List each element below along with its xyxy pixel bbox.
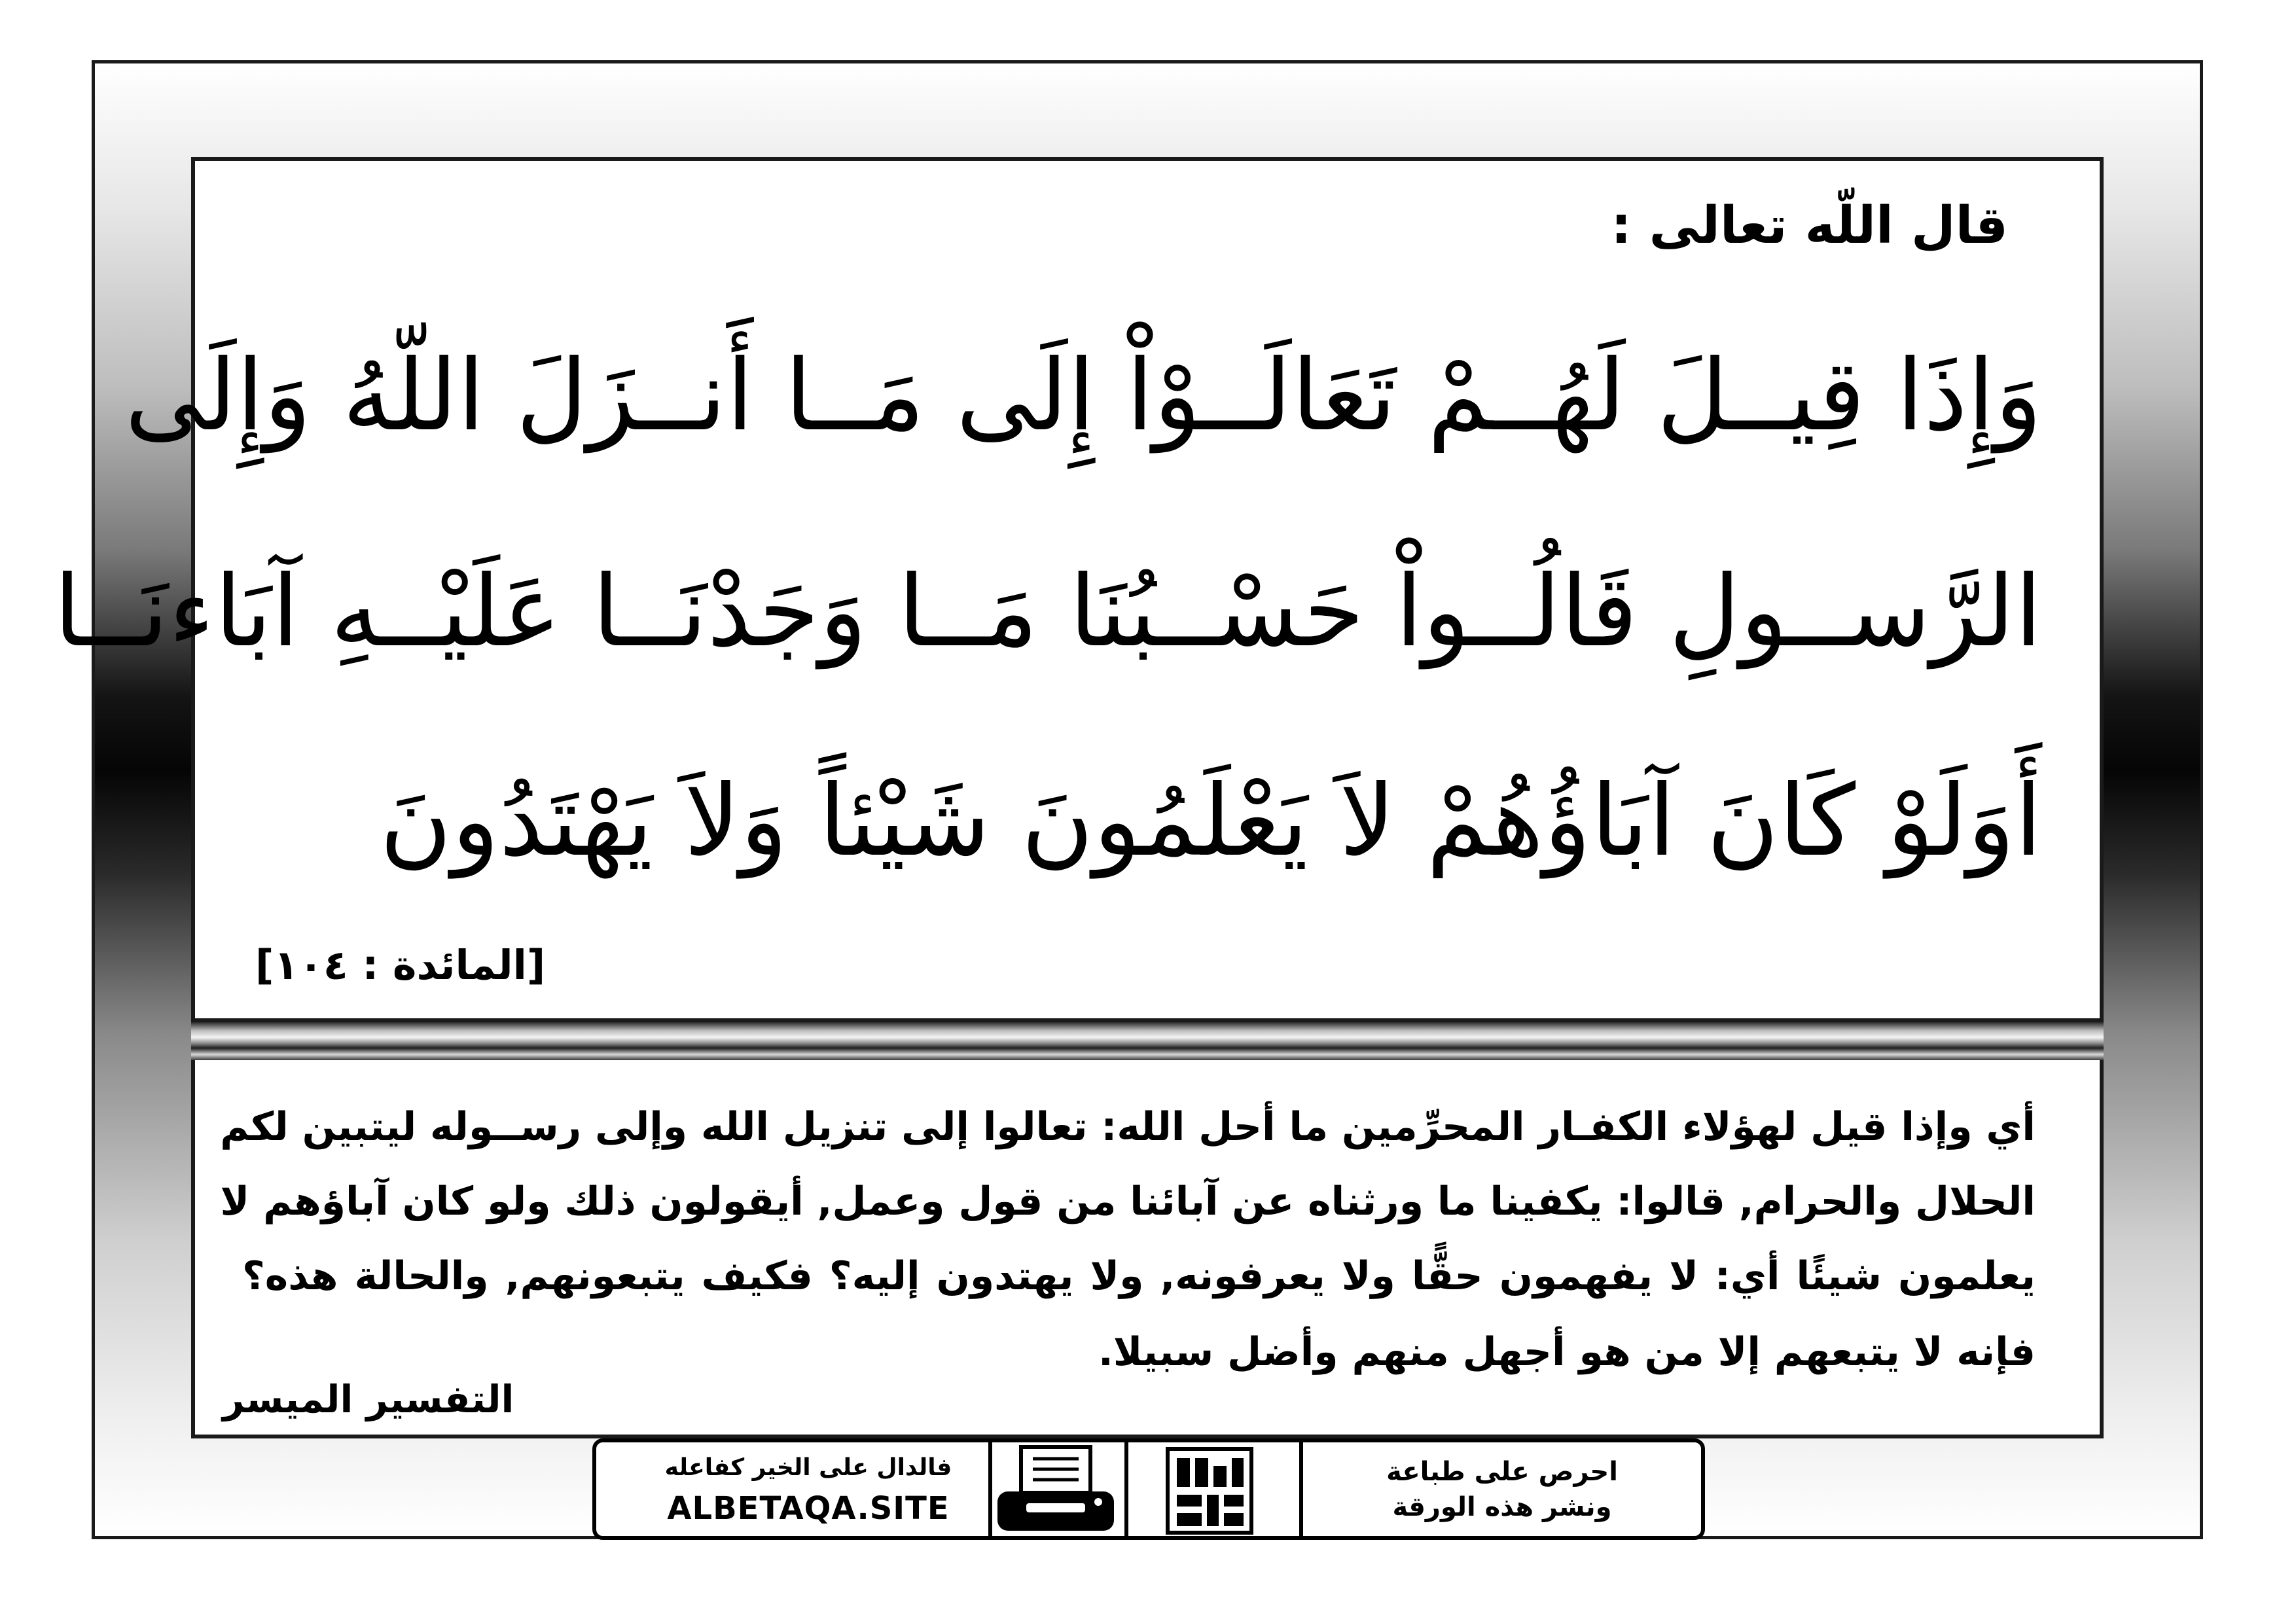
tafsir-line: أي وإذا قيل لهؤلاء الكفـار المحرِّمين ما أحل الله: تعالوا إلى تنزيل الله وإلى رســوله ليتبين لكم bbox=[220, 1104, 2036, 1150]
tafsir-line: يعلمون شيئًا أي: لا يفهمون حقًّا ولا يعرفونه, ولا يهتدون إليه؟ فكيف يتبعونهم, والحالة هذه؟ bbox=[242, 1253, 2036, 1299]
verse-line: أَوَلَوْ كَانَ آبَاؤُهُمْ لاَ يَعْلَمُونَ شَيْئاً وَلاَ يَهْتَدُونَ bbox=[380, 764, 2042, 878]
verse-reference: [المائدة : ١٠٤] bbox=[255, 941, 546, 989]
tafsir-source: التفسير الميسر bbox=[223, 1377, 514, 1421]
footer-divider bbox=[1299, 1438, 1303, 1540]
albetaqa-logo bbox=[1164, 1445, 1255, 1537]
footer-site-block bbox=[628, 1454, 988, 1527]
tafsir-line: الحلال والحرام, قالوا: يكفينا ما ورثناه عن آبائنا من قول وعمل, أيقولون ذلك ولو كان آباؤهم لا bbox=[220, 1179, 2036, 1224]
footer-motto: فالدال على الخير كفاعله bbox=[664, 1454, 952, 1481]
verse-heading: قال اللّه تعالى : bbox=[1611, 196, 2008, 255]
printer-icon bbox=[994, 1443, 1118, 1535]
site-link[interactable]: ALBETAQA.SITE bbox=[667, 1490, 950, 1527]
verse-line: الرَّســولِ قَالُــواْ حَسْــبُنَا مَــا وَجَدْنَــا عَلَيْــهِ آبَاءنَــا bbox=[53, 555, 2042, 669]
print-note-line: ونشر هذه الورقة bbox=[1392, 1492, 1612, 1522]
footer-divider bbox=[988, 1438, 992, 1540]
print-note-line: احرص على طباعة bbox=[1386, 1457, 1618, 1487]
footer-print-note bbox=[1316, 1454, 1689, 1525]
footer-divider bbox=[1124, 1438, 1128, 1540]
tafsir-line: فإنه لا يتبعهم إلا من هو أجهل منهم وأضل سبيلا. bbox=[1098, 1329, 2036, 1375]
panel-separator bbox=[191, 1022, 2104, 1060]
verse-line: وَإِذَا قِيــلَ لَهُــمْ تَعَالَــوْاْ إِلَى مَــا أَنــزَلَ اللّهُ وَإِلَى bbox=[124, 339, 2042, 453]
